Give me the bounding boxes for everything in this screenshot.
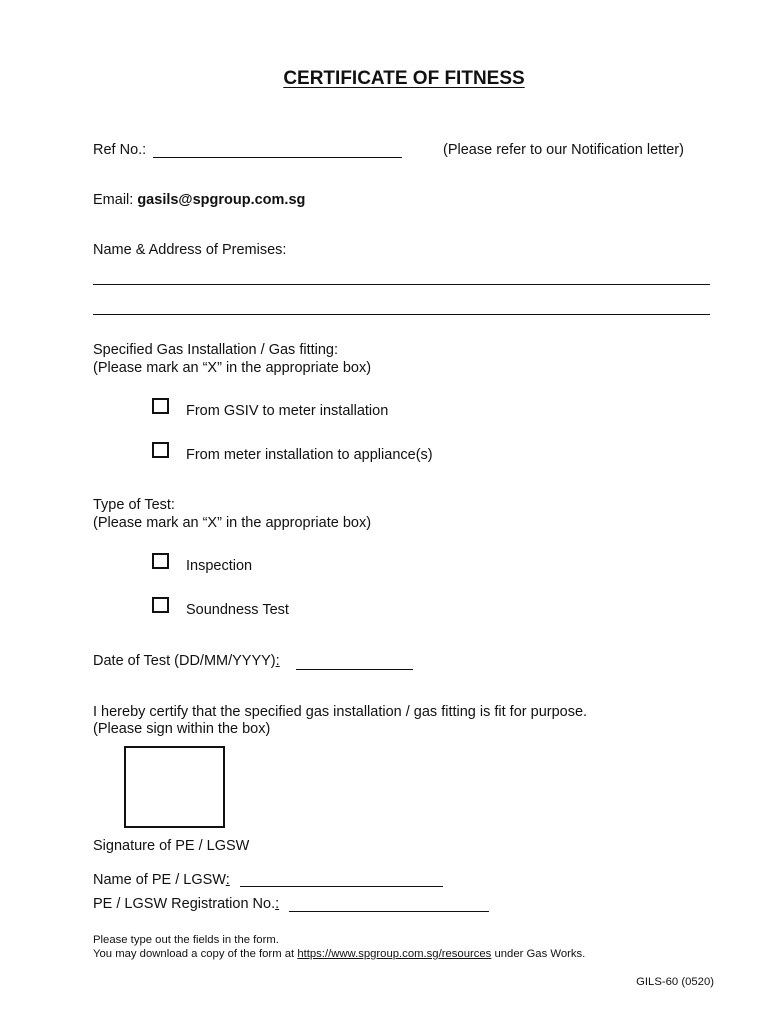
signature-box[interactable] <box>124 746 225 828</box>
test-instruction: (Please mark an “X” in the appropriate box) <box>93 515 372 531</box>
option-inspection: Inspection <box>186 558 253 574</box>
checkbox-inspection[interactable] <box>152 553 169 569</box>
installation-instruction: (Please mark an “X” in the appropriate box) <box>93 360 372 376</box>
signature-label: Signature of PE / LGSW <box>93 838 250 854</box>
registration-number-field[interactable] <box>289 911 489 912</box>
pe-name-field[interactable] <box>240 886 443 887</box>
date-label <box>93 653 280 669</box>
registration-label-text: PE / LGSW Registration No. <box>93 896 276 912</box>
date-label-text: Date of Test (DD/MM/YYYY) <box>93 653 276 669</box>
name-colon: : <box>225 872 230 888</box>
footer-suffix: under Gas Works. <box>491 948 586 960</box>
email-value: gasils@spgroup.com.sg <box>137 192 306 208</box>
option-meter-to-appliance: From meter installation to appliance(s) <box>186 447 433 463</box>
name-label <box>93 872 230 888</box>
form-code: GILS-60 (0520) <box>636 976 714 988</box>
email-line <box>93 192 305 208</box>
resources-link[interactable]: https://www.spgroup.com.sg/resources <box>297 948 492 960</box>
footer-download-note <box>93 948 585 960</box>
ref-label: Ref No.: <box>93 142 147 158</box>
certify-statement: I hereby certify that the specified gas installation / gas fitting is fit for purpose. <box>93 704 588 720</box>
checkbox-gsiv-to-meter[interactable] <box>152 398 169 414</box>
registration-label <box>93 896 279 912</box>
checkbox-meter-to-appliance[interactable] <box>152 442 169 458</box>
footer-prefix: You may download a copy of the form at <box>93 948 298 960</box>
test-heading: Type of Test: <box>93 497 175 513</box>
email-label: Email: <box>93 192 134 208</box>
sign-instruction: (Please sign within the box) <box>93 721 271 737</box>
checkbox-soundness-test[interactable] <box>152 597 169 613</box>
name-label-text: Name of PE / LGSW <box>93 872 226 888</box>
option-gsiv-to-meter: From GSIV to meter installation <box>186 403 389 419</box>
ref-note: (Please refer to our Notification letter) <box>443 142 684 158</box>
address-field-line-2[interactable] <box>93 314 710 315</box>
registration-colon: : <box>275 896 280 912</box>
address-field-line-1[interactable] <box>93 284 710 285</box>
page-title: CERTIFICATE OF FITNESS <box>283 68 525 89</box>
date-colon: : <box>275 653 280 669</box>
ref-number-field[interactable] <box>153 157 402 158</box>
option-soundness-test: Soundness Test <box>186 602 289 618</box>
installation-heading: Specified Gas Installation / Gas fitting: <box>93 342 339 358</box>
address-label: Name & Address of Premises: <box>93 242 287 258</box>
footer-instruction: Please type out the fields in the form. <box>93 934 279 946</box>
date-of-test-field[interactable] <box>296 669 413 670</box>
